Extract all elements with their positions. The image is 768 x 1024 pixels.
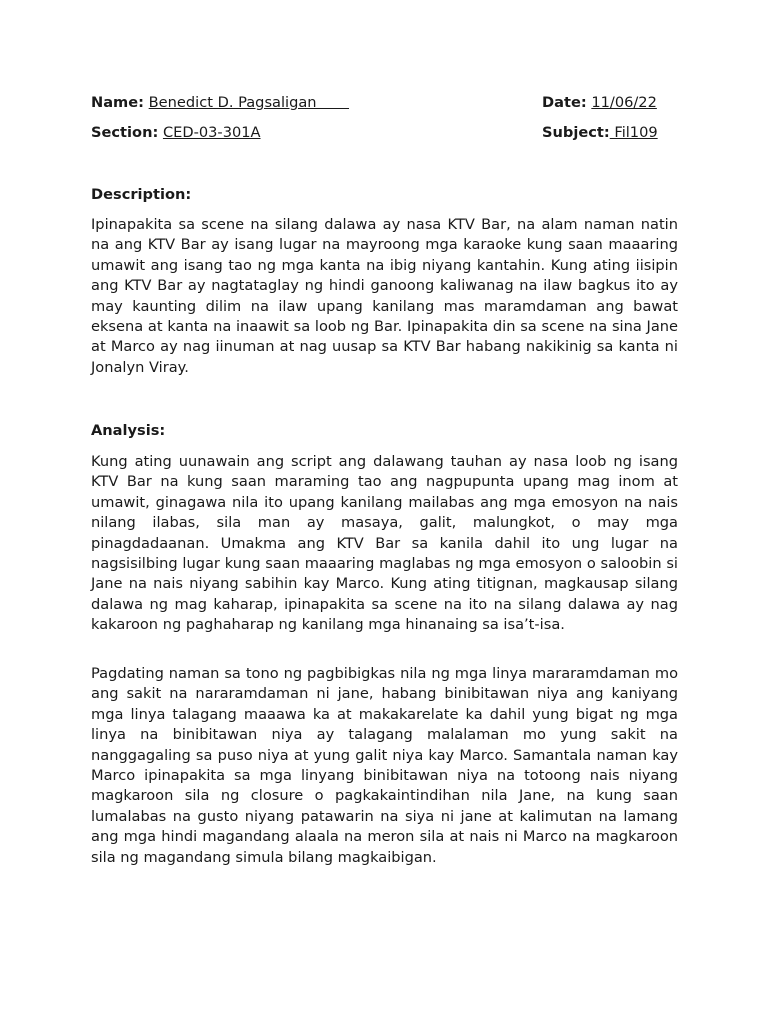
section-label: Section: [91,124,159,141]
subject-field [542,123,658,143]
section-value: CED-03-301A [162,124,261,141]
header-row-section-subject [91,123,681,143]
name-label: Name: [91,94,145,111]
subject-label: Subject: [542,124,610,141]
description-heading: Description: [91,186,192,203]
analysis-paragraph-2: Pagdating naman sa tono ng pagbibigkas nila ng mga linya mararamdaman mo ang sakit na nararamdaman ni jane, habang binibitawan niya ang kaniyang mga linya talagang maaawa ka at makakarelate ka dahil yung bigat ng mga linya na binibitawan niya ay talagang malalaman mo yung sakit na nanggagaling sa puso niya at yung galit niya kay Marco. Samantala naman kay Marco ipinapakita sa mga linyang binibitawan niya na totoong nais niyang magkaroon sila ng closure o pagkakaintindihan nila Jane, na kung saan lumalabas na gusto niyang patawarin na siya ni jane at kalimutan na lamang ang mga hindi magandang alaala na meron sila at nais ni Marco na magkaroon sila ng magandang simula bilang magkaibigan. [91,665,678,866]
section-field [91,123,261,143]
analysis-paragraph-1: Kung ating uunawain ang script ang dalawang tauhan ay nasa loob ng isang KTV Bar na kung saan maraming tao ang nagpupunta upang mag inom at umawit, ginagawa nila ito upang kanilang mailabas ang mga emosyon na nais nilang ilabas, sila man ay masaya, galit, malungkot, o may mga pinagdadaanan. Umakma ang KTV Bar sa kanila dahil ito ung lugar na nagsisilbing lugar kung saan maaaring maglabas ng mga emosyon o saloobin si Jane na nais niyang sabihin kay Marco. Kung ating titignan, magkausap silang dalawa ng mag kaharap, ipinapakita sa scene na ito na silang dalawa ay nag kakaroon ng paghaharap ng kanilang mga hinanaing sa isa’t-isa. [91,453,678,634]
date-field [542,93,657,113]
analysis-heading: Analysis: [91,422,166,439]
date-value: 11/06/22 [591,94,657,111]
header-row-name-date [91,93,681,113]
name-value: Benedict D. Pagsaligan [148,94,350,111]
subject-value: Fil109 [609,124,658,141]
date-label: Date: [542,94,587,111]
name-field [91,93,349,113]
description-paragraph: Ipinapakita sa scene na silang dalawa ay nasa KTV Bar, na alam naman natin na ang KTV Bar ay isang lugar na mayroong mga karaoke kung saan maaaring umawit ang isang tao ng mga kanta na ibig niyang kantahin. Kung ating iisipin ang KTV Bar ay nagtataglay ng hindi ganoong kaliwanag na ilaw bagkus ito ay may kaunting dilim na ilaw upang kanilang mas maramdaman ang bawat eksena at kanta na inaawit sa loob ng Bar. Ipinapakita din sa scene na sina Jane at Marco ay nag iinuman at nag uusap sa KTV Bar habang nakikinig sa kanta ni Jonalyn Viray. [91,216,678,376]
